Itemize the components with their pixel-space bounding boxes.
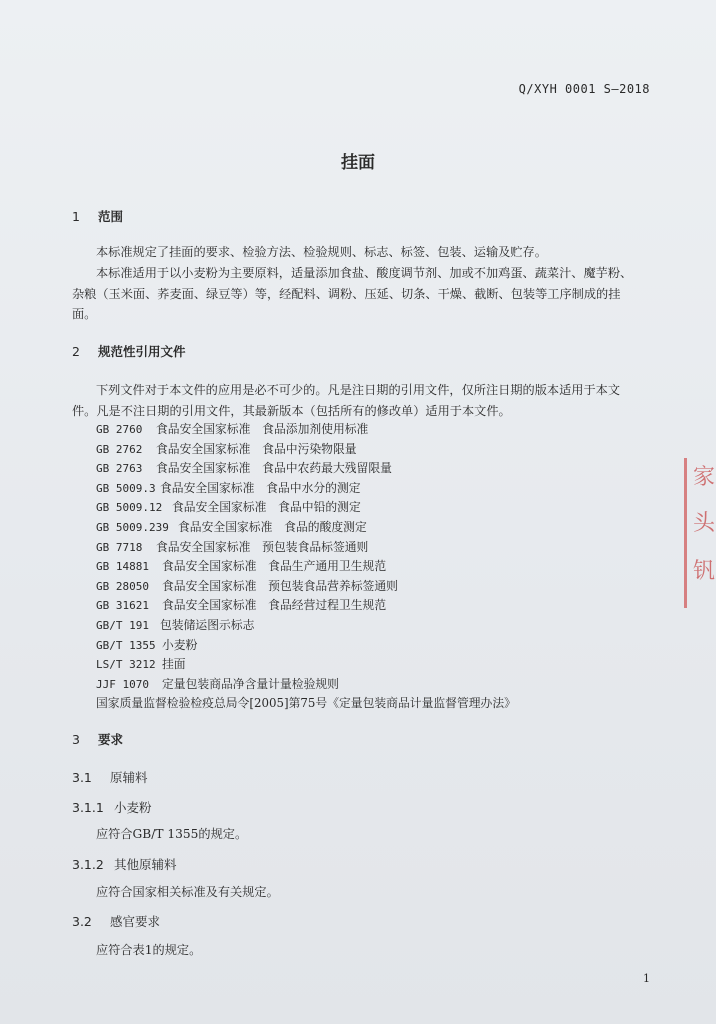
subsection-title: 其他原辅料 <box>114 857 177 872</box>
subsection-heading <box>72 912 160 930</box>
paragraph: 下列文件对于本文件的应用是必不可少的。凡是注日期的引用文件，仅所注日期的版本适用于本文 <box>96 383 621 397</box>
reference-code: GB 14881 <box>96 560 149 574</box>
paragraph: 杂粮（玉米面、荞麦面、绿豆等）等，经配料、调粉、压延、切条、干燥、截断、包装等工序制成的挂 <box>72 287 621 301</box>
reference-list <box>96 420 516 714</box>
reference-title: 食品安全国家标准 食品中污染物限量 <box>156 441 357 456</box>
reference-code: LS/T 3212 <box>96 658 156 672</box>
stamp-char: 钒 <box>693 559 716 584</box>
subsection-title: 小麦粉 <box>114 800 152 815</box>
section-2-heading <box>72 342 186 360</box>
subsection-number: 3.1.1 <box>72 800 104 815</box>
paragraph: 应符合GB/T 1355的规定。 <box>96 827 248 841</box>
reference-item <box>96 498 516 518</box>
reference-item <box>96 518 516 538</box>
reference-item <box>96 420 516 440</box>
section-title: 规范性引用文件 <box>98 344 186 359</box>
reference-title: 食品安全国家标准 食品中水分的测定 <box>160 480 361 495</box>
reference-code: GB 5009.12 <box>96 501 163 515</box>
reference-code: GB 7718 <box>96 540 143 554</box>
reference-title: 包装储运图示标志 <box>160 617 255 632</box>
reference-code: GB 31621 <box>96 599 149 613</box>
reference-title: 食品安全国家标准 预包装食品标签通则 <box>156 539 369 554</box>
section-number: 1 <box>72 209 80 224</box>
reference-title: 食品安全国家标准 食品中农药最大残留限量 <box>156 461 392 476</box>
reference-title: 挂面 <box>162 657 186 672</box>
subsection-number: 3.1 <box>72 770 92 785</box>
stamp-char: 头 <box>693 511 716 536</box>
reference-title: 食品安全国家标准 食品添加剂使用标准 <box>156 422 369 436</box>
reference-item <box>96 440 516 460</box>
reference-title: 食品安全国家标准 食品经营过程卫生规范 <box>162 598 387 613</box>
paragraph: 应符合表1的规定。 <box>96 943 202 957</box>
reference-code: GB 5009.3 <box>96 481 156 495</box>
reference-item <box>96 596 516 616</box>
reference-item <box>96 538 516 558</box>
reference-item <box>96 655 516 675</box>
reference-code: JJF 1070 <box>96 677 149 691</box>
reference-item: 国家质量监督检验检疫总局令[2005]第75号《定量包装商品计量监督管理办法》 <box>96 696 516 711</box>
section-1-heading <box>72 207 123 225</box>
reference-title: 食品安全国家标准 食品生产通用卫生规范 <box>162 559 387 574</box>
section-title: 要求 <box>98 732 124 747</box>
standard-code: Q/XYH 0001 S—2018 <box>518 82 650 96</box>
section-title: 范围 <box>98 209 124 224</box>
subsection-heading <box>72 768 148 786</box>
subsection-number: 3.2 <box>72 914 92 929</box>
stamp-char: 家 <box>693 465 716 490</box>
reference-item <box>96 577 516 597</box>
reference-code: GB/T 1355 <box>96 638 156 652</box>
section-3-heading <box>72 730 123 748</box>
subsection-title: 感官要求 <box>110 914 161 929</box>
reference-code: GB 2762 <box>96 442 143 456</box>
reference-item <box>96 557 516 577</box>
reference-title: 食品安全国家标准 食品的酸度测定 <box>178 519 367 534</box>
subsection-heading <box>72 798 152 816</box>
section-number: 2 <box>72 344 80 359</box>
reference-code: GB 2763 <box>96 462 143 476</box>
subsection-heading <box>72 855 177 873</box>
reference-code: GB/T 191 <box>96 618 149 632</box>
reference-item <box>96 479 516 499</box>
paragraph: 本标准规定了挂面的要求、检验方法、检验规则、标志、标签、包装、运输及贮存。 <box>96 245 547 259</box>
paragraph: 件。凡是不注日期的引用文件，其最新版本（包括所有的修改单）适用于本文件。 <box>72 404 511 418</box>
reference-item <box>96 636 516 656</box>
reference-code: GB 28050 <box>96 579 149 593</box>
reference-title: 定量包装商品净含量计量检验规则 <box>162 676 339 691</box>
reference-code: GB 5009.239 <box>96 520 169 534</box>
page-number: 1 <box>643 972 650 985</box>
seal-stamp <box>684 458 716 608</box>
paragraph: 面。 <box>72 307 97 321</box>
paragraph: 应符合国家相关标准及有关规定。 <box>96 885 279 899</box>
subsection-number: 3.1.2 <box>72 857 104 872</box>
subsection-title: 原辅料 <box>110 770 148 785</box>
reference-title: 食品安全国家标准 食品中铅的测定 <box>172 500 361 515</box>
paragraph: 本标准适用于以小麦粉为主要原料，适量添加食盐、酸度调节剂、加或不加鸡蛋、蔬菜汁、魔芋粉、 <box>96 266 633 280</box>
reference-item <box>96 459 516 479</box>
section-number: 3 <box>72 732 80 747</box>
reference-code: GB 2760 <box>96 423 143 436</box>
reference-title: 食品安全国家标准 预包装食品营养标签通则 <box>162 578 398 593</box>
reference-title: 小麦粉 <box>162 637 198 652</box>
reference-item <box>96 675 516 695</box>
reference-item <box>96 616 516 636</box>
document-title: 挂面 <box>341 153 375 173</box>
